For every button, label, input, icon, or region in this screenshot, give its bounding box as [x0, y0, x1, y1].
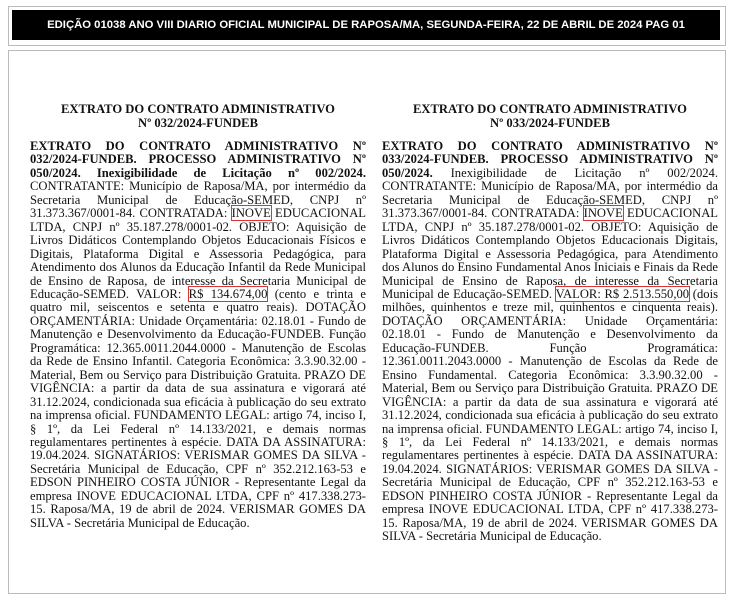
right-text-c: (dois milhões, quinhentos e treze mil, quinhentos e cinquenta reais). DOTAÇÃO ORÇAMENTÁRIA: Unidade Orçamentária: 02.18.01 - Fundo de Manutenção e Desenvolvimento da Educação-FUNDEB. Função Programática: 12.361.0011.2043.0000 - Manutenção de Escolas da Rede de Ensino Fundamental. Categoria Econômica: 3.3.90.32.00 - Material, Bem ou Serviço para Distribuição Gratuita. PRAZO DE VIGÊNCIA: a partir da data de sua assinatura e vigorará até 31.12.2024, condicionada sua eficácia à publicação do seu extrato na imprensa oficial. FUNDAMENTO LEGAL: artigo 74, inciso I, § 1º, da Lei Federal nº 14.133/2021, e demais normas regulamentares pertinentes à espécie. DATA DA ASSINATURA: 19.04.2024. SIGNATÁRIOS: VERISMAR GOMES DA SILVA - Secretária Municipal de Educação, CPF nº 352.212.163-53 e EDSON PINHEIRO COSTA JÚNIOR - Representante Legal da empresa INOVE EDUCACIONAL LTDA, CPF nº 417.338.273-15. Raposa/MA, 19 de abril de 2024. VERISMAR GOMES DA SILVA - Secretária Municipal de Educação. — [382, 286, 718, 544]
right-highlight-company: INOVE — [583, 206, 623, 221]
left-title-line1: EXTRATO DO CONTRATO ADMINISTRATIVO — [61, 102, 335, 116]
gazette-header: EDIÇÃO 01038 ANO VIII DIARIO OFICIAL MUNICIPAL DE RAPOSA/MA, SEGUNDA-FEIRA, 22 DE ABRIL DE 2024 PAG 01 — [12, 10, 720, 40]
left-text-a: CONTRATANTE: Município de Raposa/MA, por intermédio da Secretaria Municipal de Educação-SEMED, CNPJ nº 31.373.367/0001-84. CONTRATADA: — [30, 179, 366, 221]
right-text-a: Inexigibilidade de Licitação nº 002/2024. CONTRATANTE: Município de Raposa/MA, por intermédio da Secretaria Municipal de Educação-SEMED, CNPJ nº 31.373.367/0001-84. CONTRATADA: — [382, 165, 718, 221]
right-title-line2: Nº 033/2024-FUNDEB — [490, 116, 610, 130]
right-extract-body — [382, 140, 718, 544]
left-text-b: EDUCACIONAL LTDA, CNPJ nº 35.187.278/0001-02. OBJETO: Aquisição de Livros Didáticos Contemplando Objetos Educacionais Físicos e Digitais, Plataforma Digital e Assessoria Pedagógica, para Atendimento dos Alunos da Educação Infantil da Rede Municipal de Ensino de Raposa, de interesse da Secretaria Municipal de Educação-SEMED. VALOR: — [30, 206, 366, 301]
right-highlight-value: VALOR: R$ 2.513.550,00 — [555, 286, 690, 301]
right-title-line1: EXTRATO DO CONTRATO ADMINISTRATIVO — [413, 102, 687, 116]
left-highlight-value: R$ 134.674,00 — [188, 286, 268, 301]
right-bold-intro: EXTRATO DO CONTRATO ADMINISTRATIVO Nº 033/2024-FUNDEB. PROCESSO ADMINISTRATIVO Nº 050/2024. — [382, 139, 718, 180]
right-text-b: EDUCACIONAL LTDA, CNPJ nº 35.187.278/0001-02. OBJETO: Aquisição de Livros Didáticos Contemplando Objetos Educacionais Digitais, Plataforma Digital e Assessoria Pedagógica, para Atendimento dos Alunos do Ensino Fundamental Anos Iniciais e Finais da Rede Municipal de Ensino de Raposa, de interesse da Secretaria Municipal de Educação-SEMED. — [382, 206, 718, 301]
left-highlight-company: INOVE — [231, 206, 271, 221]
left-text-c: (cento e trinta e quatro mil, seiscentos e setenta e quatro reais). DOTAÇÃO ORÇAMENTÁRIA: Unidade Orçamentária: 02.18.01 - Fundo de Manutenção e Desenvolvimento da Educação-FUNDEB. Função Programática: 12.365.0011.2044.0000 - Manutenção de Escolas da Rede de Ensino Infantil. Categoria Econômica: 3.3.90.32.00 - Material, Bem ou Serviço para Distribuição Gratuita. PRAZO DE VIGÊNCIA: a partir da data de sua assinatura e vigorará até 31.12.2024, condicionada sua eficácia à publicação do seu extrato na imprensa oficial. FUNDAMENTO LEGAL: artigo 74, inciso I, § 1º, da Lei Federal nº 14.133/2021, e demais normas regulamentares pertinentes à espécie. DATA DA ASSINATURA: 19.04.2024. SIGNATÁRIOS: VERISMAR GOMES DA SILVA - Secretária Municipal de Educação, CPF nº 352.212.163-53 e EDSON PINHEIRO COSTA JÚNIOR - Representante Legal da empresa INOVE EDUCACIONAL LTDA, CPF nº 417.338.273-15. Raposa/MA, 19 de abril de 2024. VERISMAR GOMES DA SILVA - Secretária Municipal de Educação. — [30, 286, 366, 530]
left-extract-body — [30, 140, 366, 530]
left-title-line2: Nº 032/2024-FUNDEB — [138, 116, 258, 130]
right-extract-title — [382, 102, 718, 130]
left-bold-intro: EXTRATO DO CONTRATO ADMINISTRATIVO Nº 032/2024-FUNDEB. PROCESSO ADMINISTRATIVO Nº 050/2024. Inexigibilidade de Licitação nº 002/2024. — [30, 139, 366, 180]
left-extract-title — [30, 102, 366, 130]
